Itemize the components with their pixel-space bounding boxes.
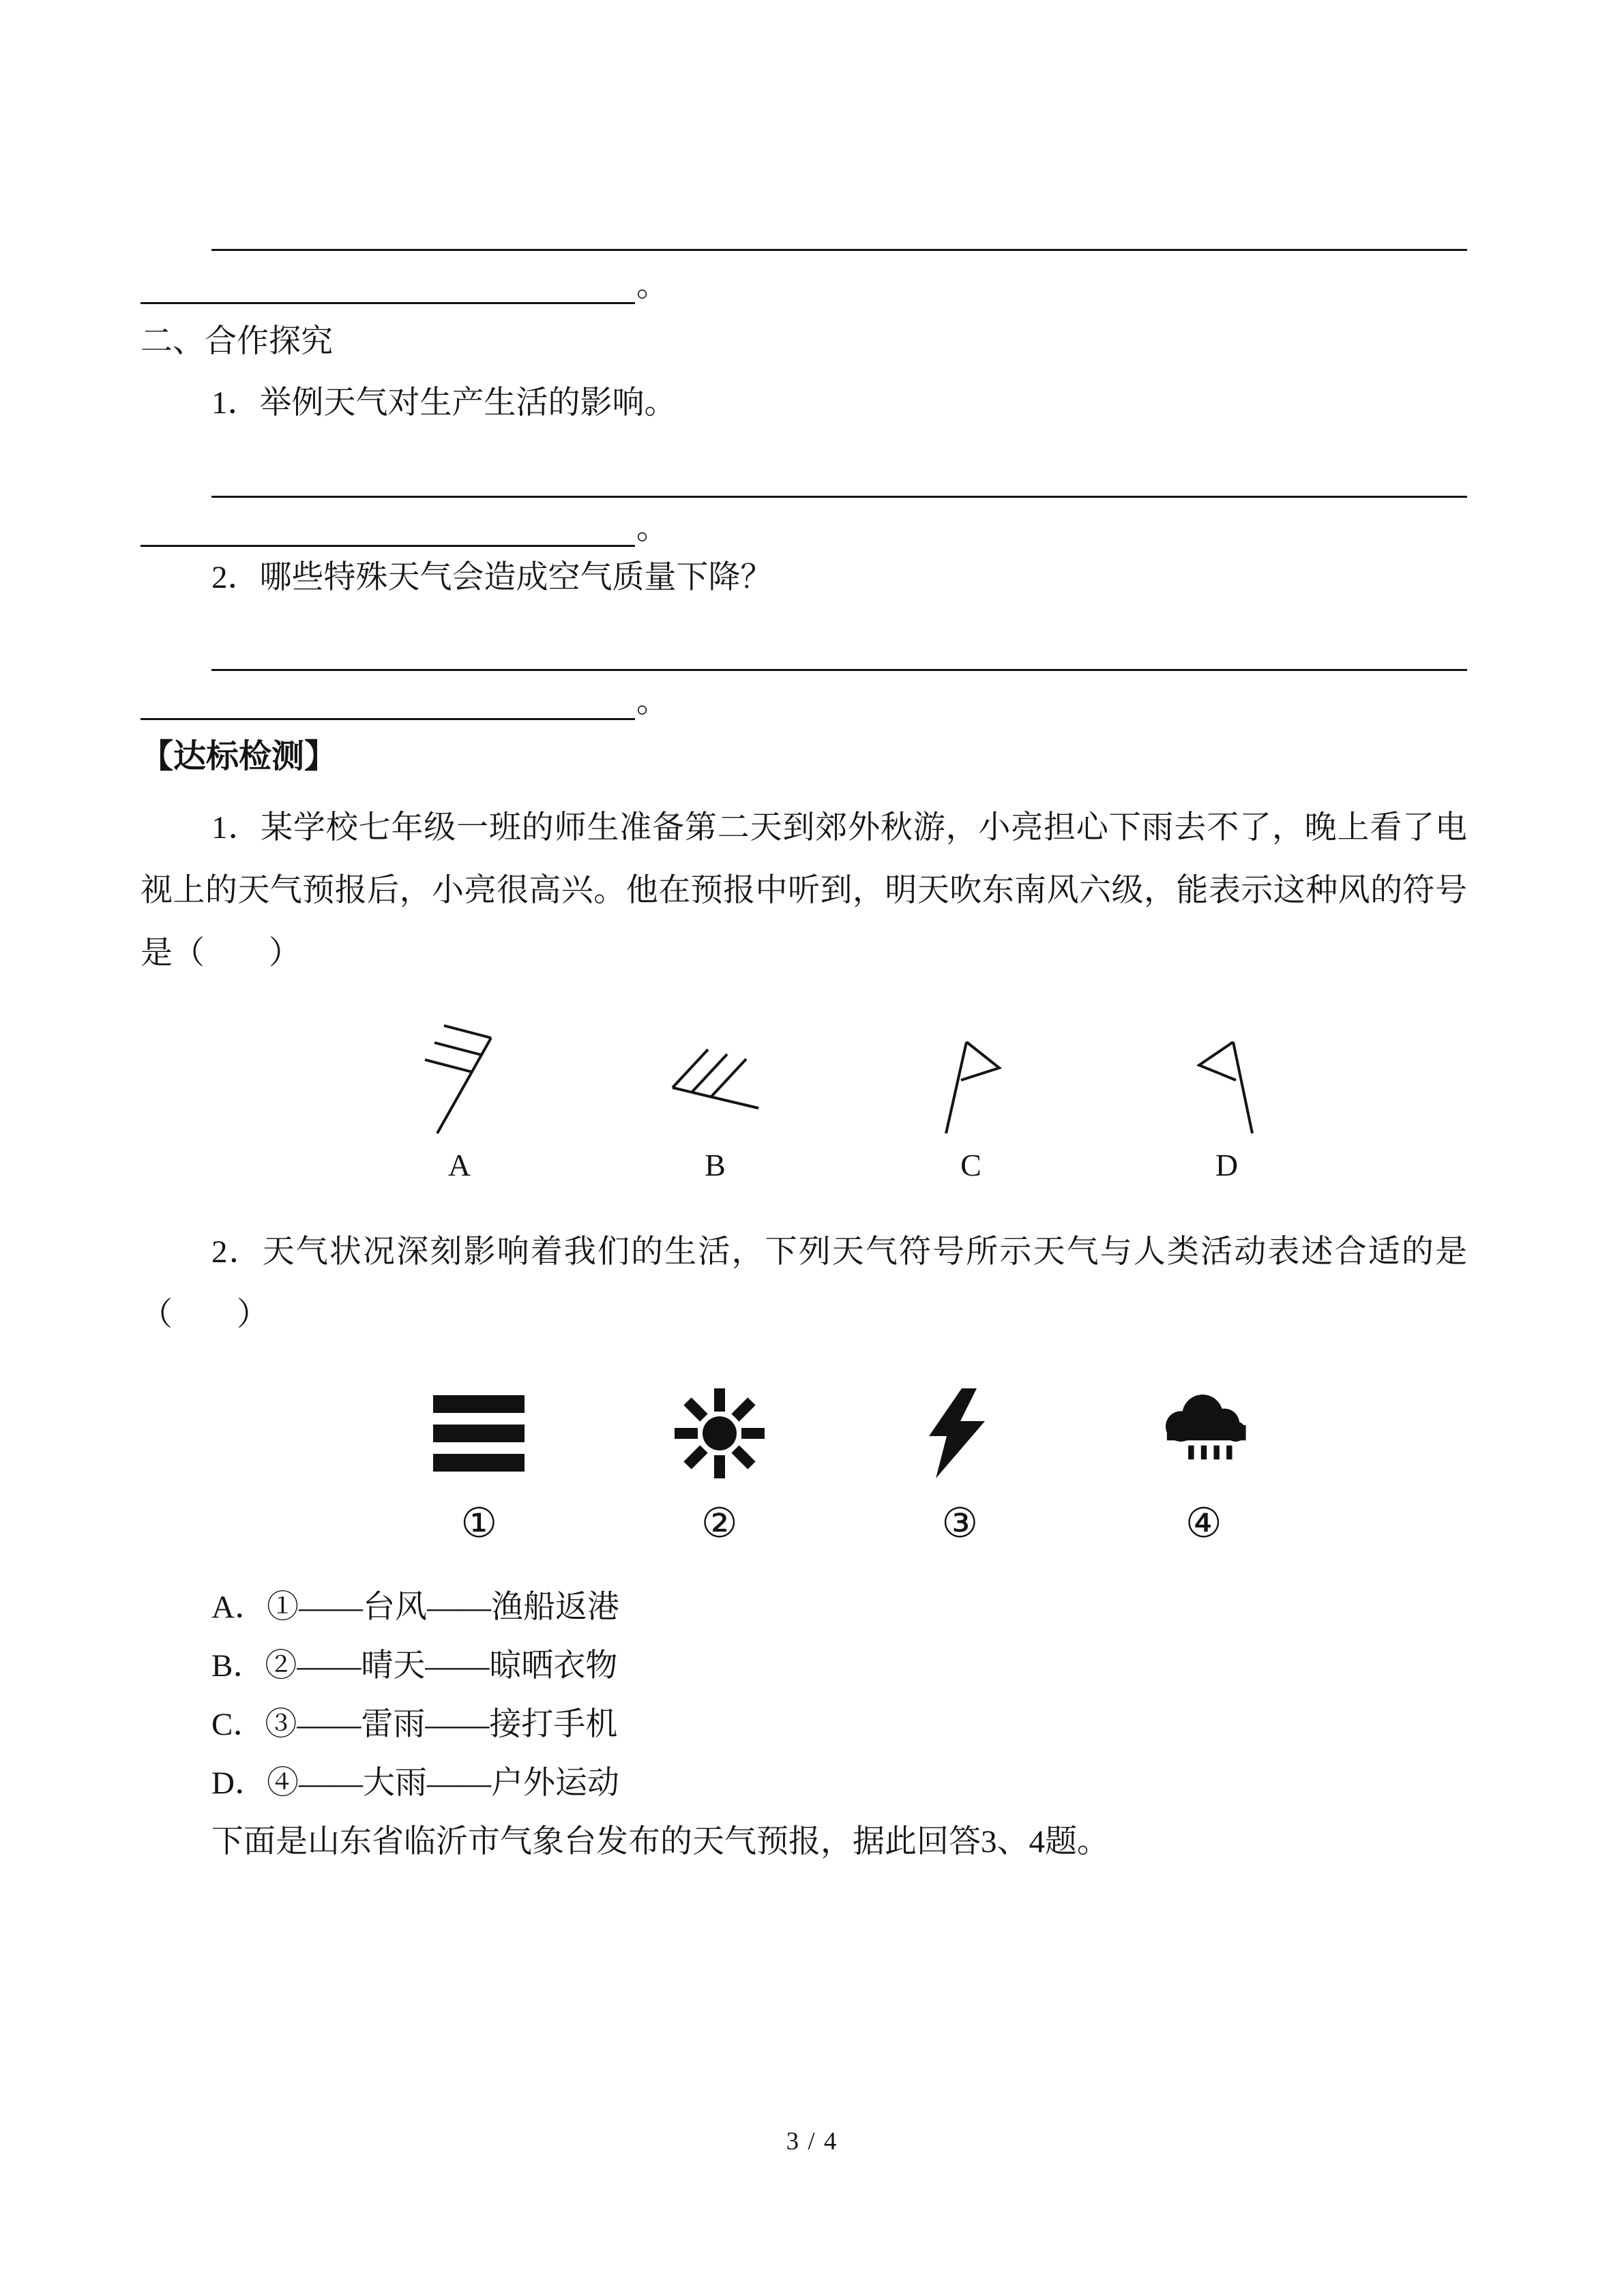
section-heading: 二、合作探究 [141, 324, 333, 359]
answer-blank-1 [141, 206, 1467, 304]
weather-symbol-label: ③ [941, 1500, 979, 1547]
ideographic-period: 。 [636, 268, 668, 304]
answer-blank-row [141, 671, 1467, 720]
wind-option-d [1176, 1023, 1278, 1188]
option-d: D．④——大雨——户外运动 [211, 1765, 619, 1801]
ideographic-period: 。 [636, 511, 668, 547]
wind-barb-d-icon [1176, 1023, 1278, 1139]
option-c: C．③——雷雨——接打手机 [211, 1707, 618, 1742]
weather-symbol-2 [668, 1386, 771, 1545]
inquiry-question-2: 2．哪些特殊天气会造成空气质量下降？ [211, 560, 773, 595]
answer-blank-line [211, 206, 1467, 251]
wind-option-label: C [960, 1148, 981, 1182]
answer-blank-line [141, 671, 635, 720]
weather-symbol-3 [909, 1386, 1011, 1545]
wind-barb-a-icon [409, 1023, 511, 1139]
test-question-2-options [141, 1578, 1467, 1813]
rain-icon [1149, 1386, 1258, 1481]
wind-option-label: A [447, 1148, 471, 1182]
wind-barb-b-icon [664, 1023, 767, 1139]
wind-option-a [409, 1023, 511, 1188]
answer-blank-line [141, 251, 635, 304]
answer-blank-2 [141, 453, 1467, 547]
answer-blank-line [141, 498, 635, 547]
answer-blank-row [141, 498, 1467, 547]
wind-option-label: B [705, 1148, 726, 1182]
option-a: A．①——台风——渔船返港 [211, 1590, 619, 1625]
wind-barb-c-icon [920, 1023, 1022, 1139]
inquiry-question-1: 1．举例天气对生产生活的影响。 [211, 385, 677, 421]
weather-symbol-1 [428, 1386, 530, 1545]
wind-option-b [664, 1023, 767, 1188]
wind-option-c [920, 1023, 1022, 1188]
weather-symbol-4 [1149, 1386, 1258, 1545]
ideographic-period: 。 [636, 684, 668, 720]
weather-symbol-label: ① [460, 1500, 498, 1547]
test-section-heading: 【达标检测】 [141, 739, 338, 775]
answer-blank-3 [141, 626, 1467, 720]
page-number: 3 / 4 [786, 2128, 838, 2156]
answer-blank-row [141, 251, 1467, 304]
test-question-1: 1．某学校七年级一班的师生准备第二天到郊外秋游，小亮担心下雨去不了，晚上看了电视上的天气预报后，小亮很高兴。他在预报中听到，明天吹东南风六级，能表示这种风的符号是（ ） [141, 810, 1467, 971]
answer-blank-line [211, 453, 1467, 498]
option-b: B．②——晴天——晾晒衣物 [211, 1648, 618, 1684]
fog-icon [428, 1386, 530, 1481]
answer-blank-line [211, 626, 1467, 671]
weather-symbols [359, 1386, 1327, 1545]
weather-symbol-label: ② [700, 1500, 738, 1547]
weather-symbol-label: ④ [1185, 1500, 1222, 1547]
thunder-icon [909, 1386, 1011, 1481]
wind-option-label: D [1215, 1148, 1239, 1182]
sunny-icon [668, 1386, 771, 1481]
lead-in-text: 下面是山东省临沂市气象台发布的天气预报，据此回答3、4题。 [211, 1824, 1109, 1860]
wind-symbol-options [331, 1023, 1355, 1188]
test-question-2: 2．天气状况深刻影响着我们的生活，下列天气符号所示天气与人类活动表述合适的是（ ） [141, 1234, 1467, 1332]
